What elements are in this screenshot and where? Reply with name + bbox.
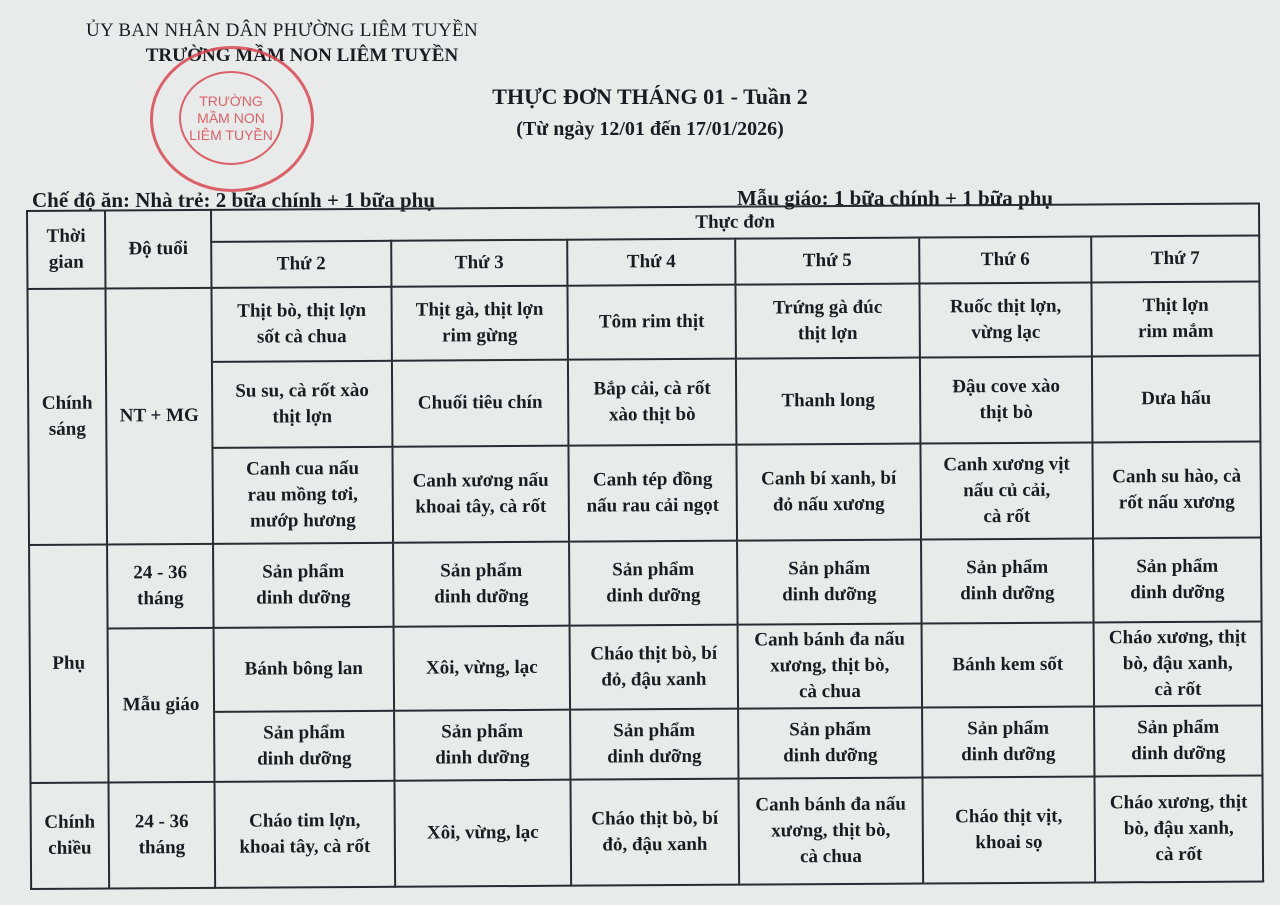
table-row [28,355,1261,449]
meal-morning-label: Chính sáng [27,289,107,545]
menu-cell: Dưa hấu [1092,355,1261,442]
meal-snack-label: Phụ [29,545,108,783]
menu-cell: Sản phẩm dinh dưỡng [394,710,570,781]
menu-cell: Sản phẩm dinh dưỡng [569,541,738,626]
school-name: TRƯỜNG MẦM NON LIÊM TUYỀN [145,45,459,66]
menu-cell: Cháo thịt vịt, khoai sọ [922,776,1095,883]
menu-cell: Cháo tim lợn, khoai tây, cà rốt [214,781,395,888]
menu-date-range: (Từ ngày 12/01 đến 17/01/2026) [516,118,784,140]
table-row [28,441,1261,545]
menu-cell: Sản phẩm dinh dưỡng [1093,537,1262,622]
seal-line-2: MẦM NON [197,109,265,126]
menu-cell: Sản phẩm dinh dưỡng [214,711,394,782]
meal-afternoon-label: Chính chiều [31,783,110,889]
menu-cell: Sản phẩm dinh dưỡng [922,706,1094,777]
menu-cell: Thịt bò, thịt lợn sốt cà chua [211,287,391,362]
age-group: NT + MG [105,288,213,545]
menu-cell: Cháo xương, thịt bò, đậu xanh, cà rốt [1094,621,1263,706]
menu-cell: Canh bánh đa nấu xương, thịt bò, cà chua [738,778,923,885]
age-group: 24 - 36 tháng [107,544,214,629]
menu-cell: Đậu cove xào thịt bò [920,356,1093,443]
menu-cell: Thịt gà, thịt lợn rim gừng [391,286,567,361]
header-age: Độ tuổi [105,210,211,289]
menu-cell: Sản phẩm dinh dưỡng [1094,705,1262,776]
seal-line-1: TRƯỜNG [199,92,263,109]
table-row [30,621,1263,713]
title-block [0,84,1280,141]
menu-cell: Tôm rim thịt [567,285,735,360]
age-group: 24 - 36 tháng [108,782,215,889]
menu-cell: Cháo xương, thịt bò, đậu xanh, cà rốt [1094,775,1263,882]
menu-cell: Canh su hào, cà rốt nấu xương [1092,441,1261,538]
menu-cell: Canh bí xanh, bí đỏ nấu xương [736,444,921,541]
regime-kindergarten: Mẫu giáo: 1 bữa chính + 1 bữa phụ [737,186,1054,210]
day-header: Thứ 7 [1091,235,1259,282]
weekly-menu-table [26,202,1264,890]
menu-cell: Cháo thịt bò, bí đỏ, đậu xanh [570,625,739,710]
regime-nursery: Chế độ ăn: Nhà trẻ: 2 bữa chính + 1 bữa phụ [32,188,435,212]
menu-cell: Sản phẩm dinh dưỡng [393,542,570,627]
menu-cell: Sản phẩm dinh dưỡng [738,708,922,779]
menu-cell: Chuối tiêu chín [392,360,569,447]
day-header: Thứ 5 [735,238,919,285]
day-header: Thứ 2 [211,241,391,288]
menu-cell: Bánh bông lan [214,627,395,712]
menu-cell: Canh tép đồng nấu rau cải ngọt [568,445,737,542]
menu-cell: Trứng gà đúc thịt lợn [735,284,919,359]
header-menu: Thực đơn [211,203,1259,241]
day-header: Thứ 6 [919,236,1091,283]
menu-cell: Sản phẩm dinh dưỡng [213,543,394,628]
seal-line-3: LIÊM TUYỀN [189,126,273,143]
menu-cell: Thanh long [736,358,921,445]
menu-cell: Cháo thịt bò, bí đỏ, đậu xanh [570,779,739,886]
table-row [31,775,1264,889]
header-time: Thời gian [27,211,105,289]
document-header [86,20,478,67]
menu-cell: Canh xương vịt nấu củ cải, cà rốt [920,442,1093,539]
menu-cell: Sản phẩm dinh dưỡng [737,540,922,625]
table-row [29,537,1262,629]
age-group: Mẫu giáo [108,628,215,783]
committee-name: ỦY BAN NHÂN DÂN PHƯỜNG LIÊM TUYỀN [86,20,478,41]
menu-cell: Ruốc thịt lợn, vừng lạc [919,282,1091,357]
day-header: Thứ 4 [567,239,735,286]
menu-cell: Xôi, vừng, lạc [394,626,571,711]
table-row [30,705,1262,783]
menu-cell: Sản phẩm dinh dưỡng [921,538,1094,623]
menu-cell: Su su, cà rốt xào thịt lợn [212,361,393,448]
menu-cell: Thịt lợn rim mắm [1091,281,1259,356]
menu-cell: Xôi, vừng, lạc [394,780,571,887]
menu-cell: Bánh kem sốt [922,622,1095,707]
menu-cell: Canh xương nấu khoai tây, cà rốt [392,446,569,543]
menu-cell: Bắp cải, cà rốt xào thịt bò [568,359,737,446]
menu-cell: Canh cua nấu rau mồng tơi, mướp hương [212,447,393,544]
table-row [27,281,1259,363]
menu-title: THỰC ĐƠN THÁNG 01 - Tuần 2 [492,84,808,109]
menu-cell: Canh bánh đa nấu xương, thịt bò, cà chua [738,624,923,709]
day-header: Thứ 3 [391,240,567,287]
menu-cell: Sản phẩm dinh dưỡng [570,709,738,780]
